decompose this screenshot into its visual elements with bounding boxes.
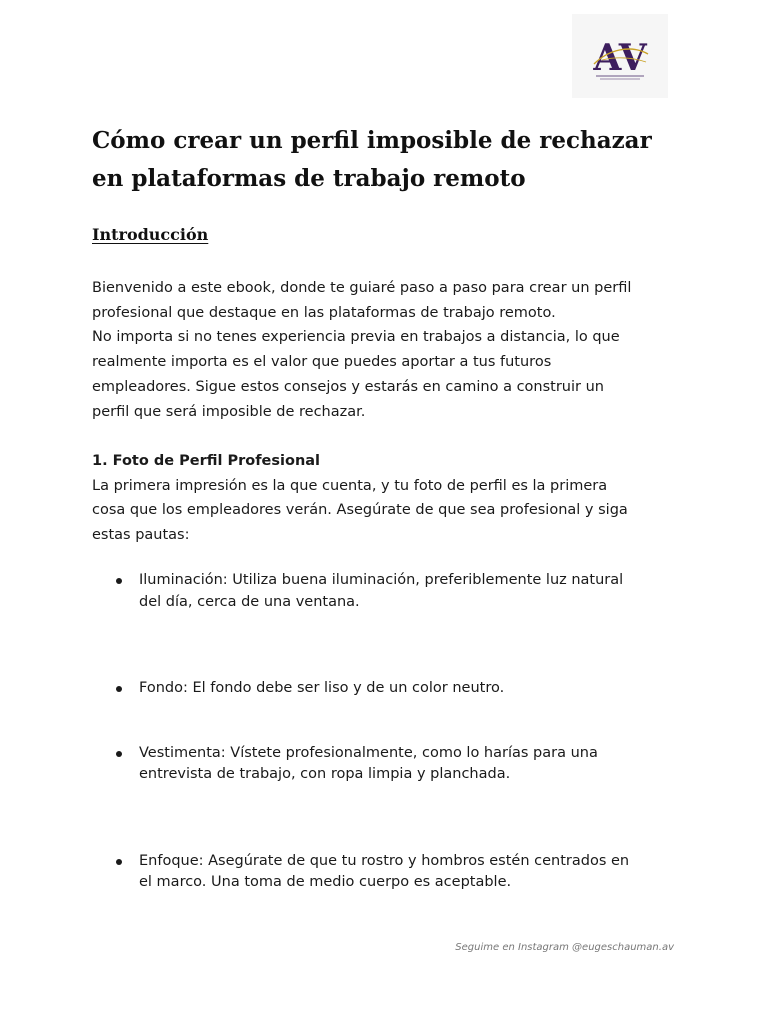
intro-heading: Introducción: [92, 225, 209, 244]
intro-paragraph: [92, 276, 692, 424]
list-item-focus: [92, 851, 692, 894]
list-item-background: [92, 678, 692, 700]
document-title: [92, 122, 712, 198]
intro-line: realmente importa es el valor que puedes aportar a tus futuros: [92, 354, 552, 371]
intro-line: perfil que será imposible de rechazar.: [92, 403, 366, 420]
intro-line: Bienvenido a este ebook, donde te guiaré paso a paso para crear un perfil: [92, 280, 632, 296]
intro-line: No importa si no tenes experiencia previa en trabajos a distancia, lo que: [92, 329, 620, 346]
list-item-text: Enfoque: Asegúrate de que tu rostro y hombros estén centrados en: [139, 852, 630, 869]
list-item-clothing: [92, 743, 692, 786]
section-1-line: cosa que los empleadores verán. Asegúrate de que sea profesional y siga: [92, 502, 628, 519]
logo-monogram: AV: [593, 37, 647, 79]
title-line-2: en plataformas de trabajo remoto: [92, 165, 526, 192]
section-1-heading: 1. Foto de Perfil Profesional: [92, 453, 321, 469]
list-item-text: Fondo: El fondo debe ser liso y de un color neutro.: [139, 680, 505, 696]
intro-line: profesional que destaque en las plataformas de trabajo remoto.: [92, 304, 556, 321]
list-item-text: Iluminación: Utiliza buena iluminación, preferiblemente luz natural: [139, 572, 624, 588]
photo-guidelines-list: [92, 570, 692, 890]
list-item-text: entrevista de trabajo, con ropa limpia y planchada.: [139, 766, 511, 782]
footer-instagram-note: Seguime en Instagram @eugeschauman.av: [455, 942, 674, 953]
section-1-line: La primera impresión es la que cuenta, y tu foto de perfil es la primera: [92, 477, 608, 494]
section-1-line: estas pautas:: [92, 527, 190, 544]
brand-logo: [572, 14, 668, 98]
title-line-1: Cómo crear un perfil imposible de rechazar: [92, 127, 652, 154]
list-item-text: del día, cerca de una ventana.: [139, 593, 360, 610]
list-item-lighting: [92, 570, 692, 613]
monogram-logo-icon: [572, 14, 668, 98]
section-profile-photo: [92, 449, 692, 548]
intro-line: empleadores. Sigue estos consejos y estarás en camino a construir un: [92, 378, 604, 395]
list-item-text: Vestimenta: Vístete profesionalmente, como lo harías para una: [139, 744, 598, 761]
list-item-text: el marco. Una toma de medio cuerpo es aceptable.: [139, 874, 512, 890]
